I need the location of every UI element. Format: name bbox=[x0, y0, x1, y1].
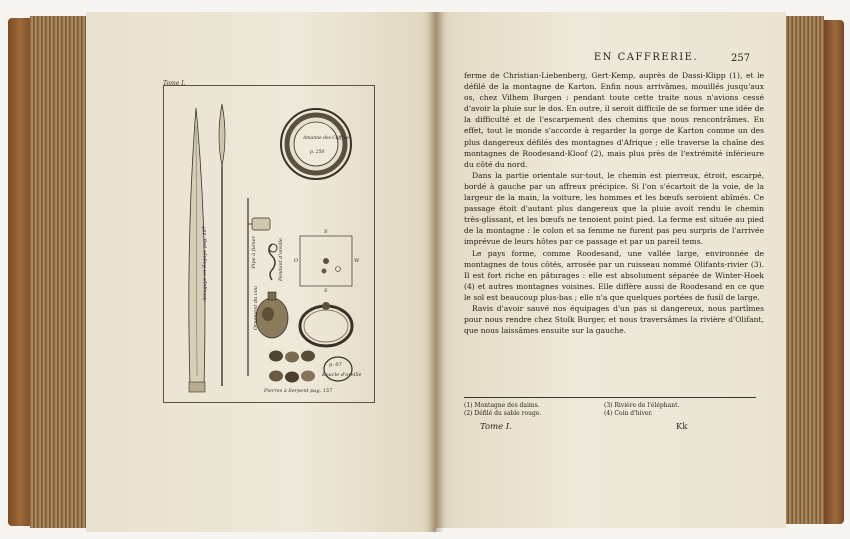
compass-center bbox=[323, 258, 329, 264]
caption-page-07: p. 07 bbox=[329, 362, 342, 368]
caption-pipe: Pipe à fumer bbox=[251, 236, 257, 269]
footnote: (3) Rivière de l'éléphant. bbox=[604, 402, 680, 409]
footnotes bbox=[464, 402, 764, 418]
caption-ornament: Ornement du cou bbox=[253, 286, 259, 331]
footnote: (1) Montagne des daims. bbox=[464, 402, 540, 409]
pipe-bowl bbox=[252, 218, 270, 230]
serpent-stone bbox=[269, 371, 283, 382]
caption-boucle: Boucle d'oreille bbox=[322, 372, 362, 378]
page-number: 257 bbox=[731, 53, 751, 64]
caption-amanne: Amanne des Caffres bbox=[303, 136, 349, 141]
pendant-hook bbox=[269, 244, 275, 280]
spear-head bbox=[219, 104, 225, 166]
book-cover-right bbox=[822, 20, 844, 524]
tome-label: Tome I. bbox=[480, 422, 512, 432]
serpent-stone bbox=[269, 351, 283, 362]
compass-label-s: S bbox=[324, 288, 328, 294]
page-edges-left bbox=[30, 16, 88, 528]
caption-amanne-page: p. 250 bbox=[310, 150, 325, 155]
paragraph: Ravis d'avoir sauvé nos équipages d'un pas si dangereux, nous partîmes pour nous rendre chez Stolk Burger, et nous traversâmes la rivière d'Olifant, que nous laissâmes ensuite sur la gauche. bbox=[464, 303, 764, 336]
bracelet-ring bbox=[300, 306, 352, 346]
plate-tome-label: Tome I. bbox=[163, 80, 186, 87]
open-book bbox=[8, 12, 844, 532]
right-page bbox=[436, 12, 786, 528]
book-gutter bbox=[428, 12, 444, 532]
engraving-plate bbox=[163, 85, 375, 403]
caption-pierres: Pierres à Serpent pag. 157 bbox=[264, 388, 333, 394]
compass-label-n: S bbox=[324, 229, 328, 235]
compass-label-w: O bbox=[294, 258, 299, 264]
caption-pendant: Pendant d'oreille bbox=[278, 238, 284, 282]
serpent-stone bbox=[285, 352, 299, 363]
page-edges-right bbox=[784, 16, 824, 524]
signature-mark: Kk bbox=[676, 422, 688, 432]
compass-label-e: W bbox=[354, 258, 360, 264]
footnote: (4) Coin d'hiver. bbox=[604, 410, 653, 417]
assagaye-base bbox=[189, 382, 205, 392]
footnote: (2) Défilé du sable rouge. bbox=[464, 410, 542, 417]
body-text bbox=[464, 70, 764, 336]
serpent-stone bbox=[301, 351, 315, 362]
engraving-illustration bbox=[164, 86, 374, 402]
amanne-ring-inner bbox=[294, 122, 338, 166]
left-page bbox=[86, 12, 436, 532]
caption-assagaye: Assagaye ou Zagaye pag. 187 bbox=[202, 226, 208, 302]
paragraph: ferme de Christian-Liebenberg, Gert-Kemp, auprès de Dassi-Klipp (1), et le défilé de la montagne de Karton. Enfin nous arrivâmes, mouillés jusqu'aux os, chez Vilhem Burgen : pendant toute cette traite nous n'avions cessé d'avoir la pluie sur le dos. En outre, il seroit difficile de se former une idée de la difficulté et de l'escarpement des chemins que nous rencontrâmes. En effet, tout le monde s'accorde à regarder la gorge de Karton comme un des plus dangereux défilés des montagnes d'Afrique ; elle traverse la chaîne des montagnes de Roodesand-Kloof (2), mais plus près de l'extrémité inférieure du côté du nord. bbox=[464, 71, 764, 169]
running-head: EN CAFFRERIE. bbox=[593, 52, 699, 63]
footnote-rule bbox=[464, 397, 756, 398]
paragraph: Le pays forme, comme Roodesand, une vallée large, environnée de montagnes de tous côtés, arrosée par un ruisseau nommé Olifants-rivier (3). Il est fort riche en pâturages : elle est absolument séparée de Winter-Hoek (4) et autres montagnes voisines. Elle diffère aussi de Roodesand en ce que le sol est beaucoup plus-bas ; elle n'a que quelques portées de fusil de large. bbox=[464, 248, 764, 302]
serpent-stone bbox=[285, 372, 299, 383]
paragraph: Dans la partie orientale sur-tout, le chemin est pierreux, étroit, escarpé, bordé à gauche par un affreux précipice. Si l'on s'écartoit de la voie, de la largeur de la main, la voiture, les hommes et les bœufs seroient abîmés. Ce passage étoit d'autant plus dangereux que la pluie avoit rendu le chemin très-glissant, et les bœufs ne tenoient point pied. La ferme est située au pied de la montagne : le colon et sa femme ne furent pas peu surpris de l'arrivée imprévue de leurs hôtes par ce passage et par un pareil tems. bbox=[464, 170, 764, 247]
serpent-stone bbox=[301, 371, 315, 382]
